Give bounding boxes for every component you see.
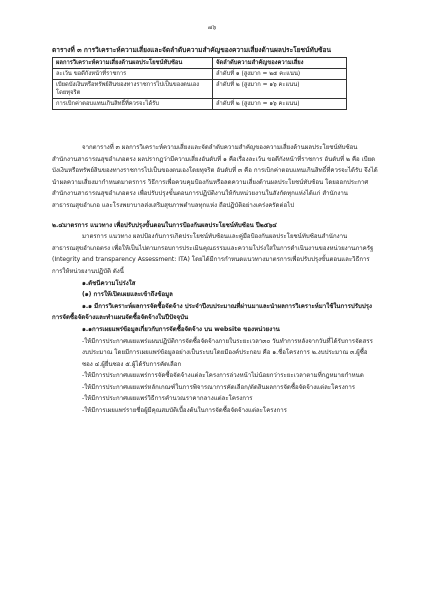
list-item: -ให้มีการประกาศเผยแพร่วิธีการคำนวณราคากลางแต่ละโครงการ [82,395,253,403]
table-header-row [53,58,347,69]
measures-paragraph: มาตรการ แนวทาง ผลปป้องกันการเกิดประโยชน์ทับซ้อนและคู่มือป้องกันผลประโยชน์ทับซ้อนสำนักงานสาธารณสุขอำเภอตรง เพื่อให้เป็นไปตามกรอบการประเมินคุณธรรมและความโปร่งใสในการดำเนินงานของหน่วยงานภาครัฐ (Integrity and transparency Assessment: ITA) โดยได้มีการกำหนดแนวทางมาตรการเพื่อปรับปรุงขั้นตอนและวิธีการการให้หน่วยงานปฏิบัติ ดังนี้ [52,233,374,275]
list-item: -ให้มีการประกาศเผยแพร่หลักเกณฑ์ในการพิจารณาการคัดเลือก/ตัดสินผลการจัดซื้อจัดจ้างแต่ละโครงการ [82,383,356,391]
table-cell: ลำดับที่ ๑ (สูงมาก = ๒๕ คะแนน) [213,69,347,80]
heading-procurement-analysis: ๑.๑ มีการวิเคราะห์ผลการจัดซื้อจัดจ้าง ประจำปีงบประมาณที่ผ่านมาและนำผลการวิเคราะห์มาใช้ในการปรับปรุงการจัดซื้อจัดจ้างและทำแผนจัดซื้อจัดจ้างในปีปัจจุบัน [52,302,372,322]
body-text [52,142,378,417]
heading-transparency-index: ๑.ดัชนีความโปร่งใส [82,279,136,287]
table-row [53,69,347,80]
table-cell: ละเว้น ขอดีกังหน้าที่ราชการ [53,69,213,80]
analysis-paragraph: จากตารางที่ ๓ ผลการวิเคราะห์ความเสี่ยงและจัดลำดับความสำคัญของความเสี่ยงด้านผลประโยชน์ทับซ้อนสำนักงานสาธารณสุขอำเภอตรง ผลปรากฏว่ามีความเสี่ยงอันดับที่ ๑ คือเรื่องละเว้น ขอดีกังหน้าที่ราชการ อันดับที่ ๒ คือ เบียดบังเงินหรือทรัพย์สินของทางราชการไปเป็นของตนเองโดยทุจริต อันดับที่ ๓ คือ การเบิกค่าตอบแทนเกินสิทธิ์ที่ควรจะได้รับ จึงได้นำผลความเสี่ยงมากำหนดมาตรการ วิธีการเพื่อควบคุมป้องกันหรือลดความเสี่ยงด้านผลประโยชน์ทับซ้อน โดยออกประกาศสำนักงานสาธารณสุขอำเภอตรง เพื่อปรับปรุงขั้นตอนการปฏิบัติงานให้กับหน่วยงานในสังกัดทุกแห่งได้แก่ สำนักงานสาธารณสุขอำเภอ และโรงพยาบาลส่งเสริมสุขภาพตำบลทุกแห่ง ถือปฏิบัติอย่างเคร่งครัดต่อไป [52,144,378,209]
list-item: -ให้มีการประกาศเผยแพร่แผนปฏิบัติการจัดซื้อจัดจ้างภายในระยะเวลา๓๐ วันทำการหลังจากวันที่ได้รับการจัดสรรงบประมาณ โดยมีการเผยแพร่ข้อมูลอย่างเป็นระบบโดยมีองค์ประกอบ คือ ๑.ชื่อโครงการ ๒.งบประมาณ ๓.ผู้ซื้อซอง ๔.ผู้ยื่นซอง ๕.ผู้ได้รับการคัดเลือก [82,337,373,368]
table-cell: การเบิกค่าตอบแทนเกินสิทธิ์ที่ควรจะได้รับ [53,99,213,110]
table-cell: ลำดับที่ ๒ (สูงมาก = ๑๖ คะแนน) [213,80,347,99]
table-header-cell: จัดลำดับความสำคัญของความเสี่ยง [213,58,347,69]
heading-procurement-website: ๑.๑การเผยแพร่ข้อมูลเกี่ยวกับการจัดซื้อจัดจ้าง บน website ของหน่วยงาน [82,325,280,333]
section-heading: ๒.๔มาตรการ แนวทาง เพื่อปรับปรุงขั้นตอนในการป้องกันผลประโยชน์ทับซ้อน ปี๒๕๖๔ [52,221,277,229]
risk-table [52,57,347,110]
heading-disclosure: (๑) การให้เปิดเผยและเข้าถึงข้อมูล [82,291,173,299]
list-item: -ให้มีการเผยแพร่รายชื่อผู้มีคุณสมบัติเบื้องต้นในการจัดซื้อจัดจ้างแต่ละโครงการ [82,407,287,415]
table-row [53,99,347,110]
table-caption: ตารางที่ ๓ การวิเคราะห์ความเสี่ยงและจัดลำดับความสำคัญของความเสี่ยงด้านผลประโยชน์ทับซ้อน [52,46,331,54]
table-header-cell: ผลการวิเคราะห์ความเสี่ยงด้านผลประโยชน์ทับซ้อน [53,58,213,69]
table-row [53,80,347,99]
page-number: ๗๖ [207,24,217,31]
list-item: -ให้มีการประกาศเผยแพร่การจัดซื้อจัดจ้างแต่ละโครงการล่วงหน้าไม่น้อยกว่าระยะเวลาตามที่กฎหมายกำหนด [82,372,364,380]
table-cell: ลำดับที่ ๒ (สูงมาก = ๑๖ คะแนน) [213,99,347,110]
table-cell: เบียดบังเงินหรือทรัพย์สินของทางราชการไปเป็นของตนเองโดยทุจริต [53,80,213,99]
